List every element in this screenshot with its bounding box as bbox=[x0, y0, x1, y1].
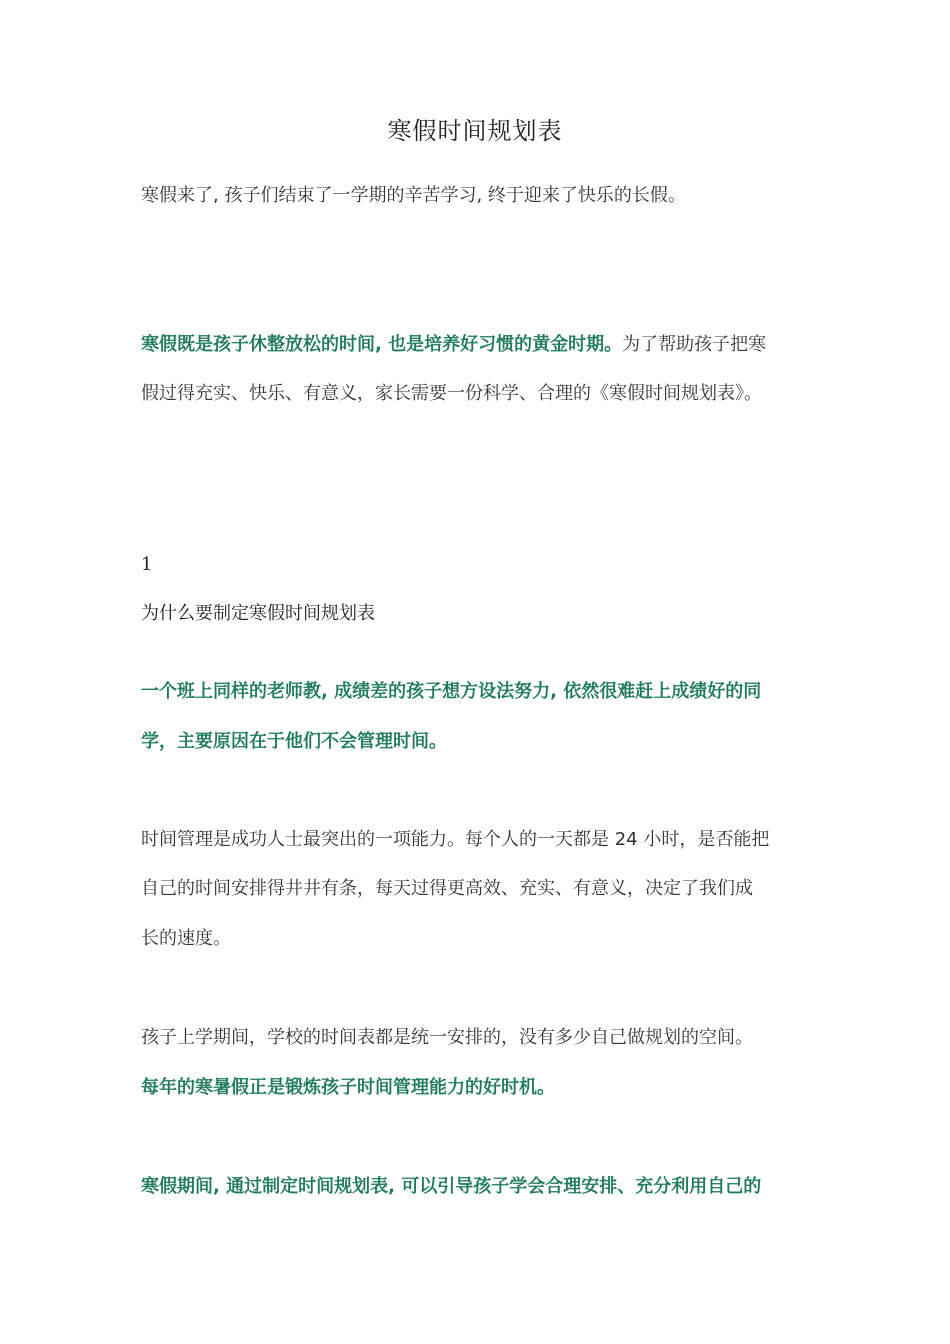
paragraph-2-line-2: 假过得充实、快乐、有意义，家长需要一份科学、合理的《寒假时间规划表》。 bbox=[141, 383, 762, 404]
paragraph-4-line-3: 长的速度。 bbox=[141, 928, 231, 949]
intro-paragraph: 寒假来了, 孩子们结束了一学期的辛苦学习, 终于迎来了快乐的长假。 bbox=[141, 185, 686, 206]
paragraph-4-line-2: 自己的时间安排得井井有条，每天过得更高效、充实、有意义，决定了我们成 bbox=[141, 878, 753, 899]
paragraph-2-rest: 为了帮助孩子把寒 bbox=[622, 334, 767, 355]
paragraph-5-highlight: 每年的寒暑假正是锻炼孩子时间管理能力的好时机。 bbox=[141, 1077, 555, 1098]
paragraph-5-line-1: 孩子上学期间，学校的时间表都是统一安排的，没有多少自己做规划的空间。 bbox=[141, 1027, 753, 1048]
paragraph-3-line-1: 一个班上同样的老师教, 成绩差的孩子想方设法努力, 依然很难赶上成绩好的同 bbox=[141, 681, 762, 702]
section-number: 1 bbox=[141, 554, 153, 575]
paragraph-6-line-1: 寒假期间, 通过制定时间规划表, 可以引导孩子学会合理安排、充分利用自己的 bbox=[141, 1176, 762, 1197]
paragraph-2-line-1 bbox=[141, 330, 821, 360]
page-title: 寒假时间规划表 bbox=[387, 117, 563, 145]
paragraph-2-highlight: 寒假既是孩子休整放松的时间, 也是培养好习惯的黄金时期。 bbox=[141, 334, 623, 355]
paragraph-4-line-1: 时间管理是成功人士最突出的一项能力。每个人的一天都是 24 小时，是否能把 bbox=[141, 829, 770, 850]
section-heading: 为什么要制定寒假时间规划表 bbox=[141, 603, 375, 624]
paragraph-3-line-2: 学，主要原因在于他们不会管理时间。 bbox=[141, 731, 447, 752]
